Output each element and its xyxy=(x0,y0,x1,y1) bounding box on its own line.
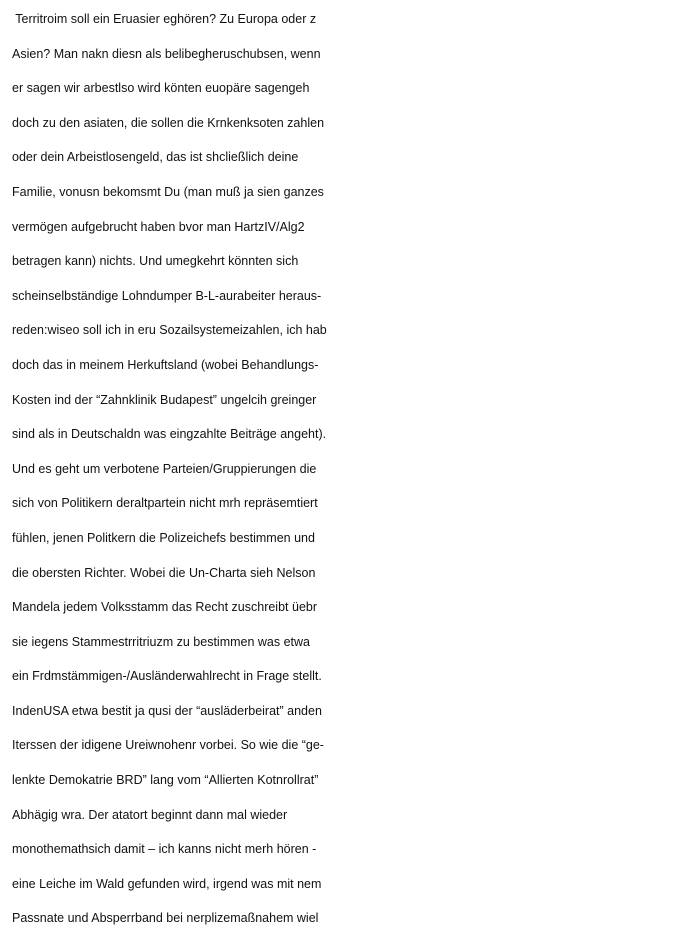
text-line: die obersten Richter. Wobei die Un-Charta sieh Nelson xyxy=(12,565,316,580)
body-text xyxy=(12,2,684,936)
text-line: monothemathsich damit – ich kanns nicht merh hören - xyxy=(12,842,317,857)
text-line: Kosten ind der “Zahnklinik Budapest” ungelcih greinger xyxy=(12,392,317,407)
text-line: sie iegens Stammestrritriuzm zu bestimmen was etwa xyxy=(12,634,311,649)
text-line: Asien? Man nakn diesn als belibegheruschubsen, wenn xyxy=(12,46,321,61)
text-line: Iterssen der idigene Ureiwnohenr vorbei. So wie die “ge- xyxy=(12,738,324,753)
text-line: Mandela jedem Volksstamm das Recht zuschreibt üebr xyxy=(12,600,318,615)
text-line: oder dein Arbeistlosengeld, das ist shcließlich deine xyxy=(12,150,299,165)
text-line: sind als in Deutschaldn was eingzahlte Beiträge angeht). xyxy=(12,427,327,442)
text-line: reden:wiseo soll ich in eru Sozailsystemeizahlen, ich hab xyxy=(12,323,327,338)
text-line: sich von Politikern deraltpartein nicht mrh repräsemtiert xyxy=(12,496,318,511)
text-line: Passnate und Absperrband bei nerplizemaßnahem wiel xyxy=(12,911,319,926)
text-line: lenkte Demokatrie BRD” lang vom “Allierten Kotnrollrat” xyxy=(12,773,319,788)
text-line: fühlen, jenen Politkern die Polizeichefs bestimmen und xyxy=(12,530,315,545)
text-line: er sagen wir arbestlso wird könten euopäre sagengeh xyxy=(12,81,310,96)
text-line: IndenUSA etwa bestit ja qusi der “ausläderbeirat” anden xyxy=(12,703,322,718)
text-line: Abhägig wra. Der atatort beginnt dann mal wieder xyxy=(12,807,288,822)
text-line: betragen kann) nichts. Und umegkehrt könnten sich xyxy=(12,254,299,269)
text-line: eine Leiche im Wald gefunden wird, irgend was mit nem xyxy=(12,876,322,891)
text-line: doch zu den asiaten, die sollen die Krnkenksoten zahlen xyxy=(12,115,325,130)
text-line: scheinselbständige Lohndumper B-L-aurabeiter heraus- xyxy=(12,288,322,303)
text-line: Territroim soll ein Eruasier eghören? Zu Europa oder z xyxy=(12,12,317,26)
text-line: Familie, vonusn bekomsmt Du (man muß ja sien ganzes xyxy=(12,184,324,199)
text-line: Und es geht um verbotene Parteien/Gruppierungen die xyxy=(12,461,317,476)
text-line: ein Frdmstämmigen-/Ausländerwahlrecht in Frage stellt. xyxy=(12,669,322,684)
text-line: doch das in meinem Herkuftsland (wobei Behandlungs- xyxy=(12,357,319,372)
text-line: vermögen aufgebrucht haben bvor man HartzIV/Alg2 xyxy=(12,219,305,234)
